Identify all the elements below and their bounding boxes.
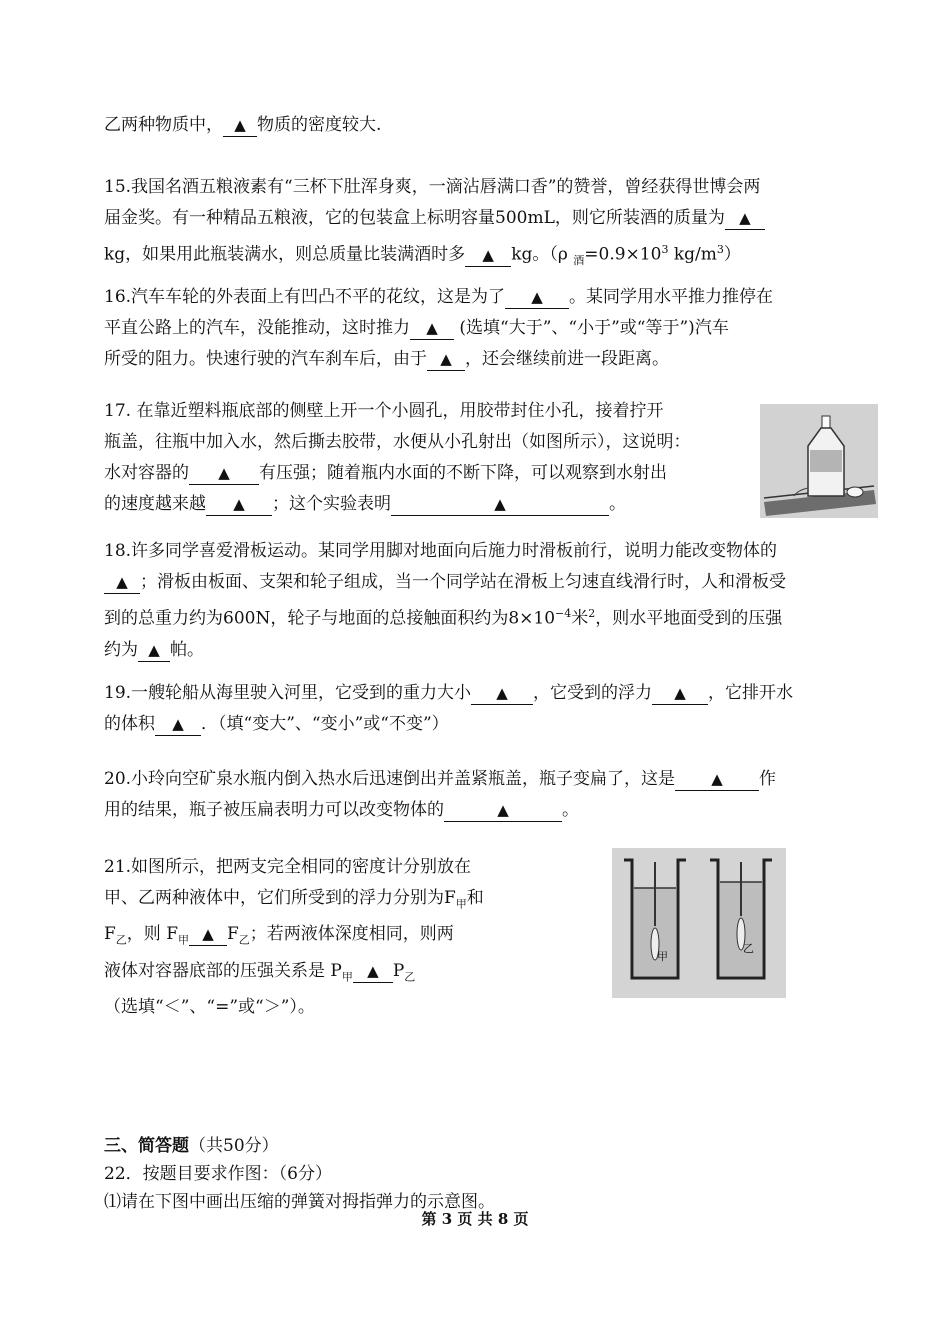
answer-blank[interactable]: ▲	[505, 286, 569, 309]
answer-blank[interactable]: ▲	[104, 571, 140, 594]
question-20: 20.小玲向空矿泉水瓶内倒入热水后迅速倒出并盖紧瓶盖，瓶子变扁了，这是 ▲ 作 用的结果，瓶子被压扁表明力可以改变物体的 ▲ 。	[104, 769, 777, 820]
question-17: 17. 在靠近塑料瓶底部的侧壁上开一个小圆孔，用胶带封住小孔，接着拧开 瓶盖，往瓶中加入水，然后撕去胶带，水便从小孔射出（如图所示），这说明： 水对容器的 ▲ 有压强；随着瓶内水面的不断下降，可以观察到水射出 的速度越来越 ▲ ；这个实验表明 ▲ 。	[104, 401, 691, 514]
bottle-illustration	[760, 404, 878, 518]
page-footer: 第 3 页 共 8 页	[421, 1210, 529, 1228]
hydrometer-illustration	[612, 848, 786, 998]
answer-blank[interactable]: ▲	[465, 244, 511, 267]
answer-blank[interactable]: ▲	[675, 768, 759, 791]
section-3: 三、简答题（共50分） 22．按题目要求作图：（6分） ⑴请在下图中画出压缩的弹簧对拇指弹力的示意图。	[104, 1132, 846, 1216]
svg-text:乙: 乙	[743, 942, 754, 955]
svg-text:甲: 甲	[657, 950, 668, 963]
question-16: 16.汽车车轮的外表面上有凹凸不平的花纹，这是为了 ▲ 。某同学用水平推力推停在 平直公路上的汽车，没能推动，这时推力 ▲ (选填“大于”、“小于”或“等于”)汽车 所受的阻力。快速行驶的汽车刹车后，由于 ▲ ，还会继续前进一段距离。	[104, 287, 774, 369]
answer-blank[interactable]: ▲	[206, 493, 272, 516]
answer-blank[interactable]: ▲	[652, 682, 708, 705]
answer-blank[interactable]: ▲	[444, 799, 562, 822]
answer-blank[interactable]: ▲	[353, 960, 393, 983]
section-title: 三、简答题	[104, 1136, 189, 1156]
question-18: 18.许多同学喜爱滑板运动。某同学用脚对地面向后施力时滑板前行，说明力能改变物体的 ▲ ；滑板由板面、支架和轮子组成，当一个同学站在滑板上匀速直线滑行时，人和滑板受 到的总重力约为600N，轮子与地面的总接触面积约为$8\times 10^{-4}$米$^2$，则水平地面受到的压强 约为 ▲ 帕。	[104, 541, 786, 660]
answer-blank[interactable]: ▲	[138, 639, 170, 662]
answer-blank[interactable]: ▲	[427, 348, 465, 371]
hydrometer-figure	[612, 848, 786, 998]
answer-blank[interactable]: ▲	[410, 317, 454, 340]
answer-blank[interactable]: ▲	[223, 114, 257, 137]
answer-blank[interactable]: ▲	[189, 462, 259, 485]
answer-blank[interactable]: ▲	[155, 713, 201, 736]
answer-blank[interactable]: ▲	[725, 207, 765, 230]
answer-blank[interactable]: ▲	[189, 923, 227, 946]
question-15: 15.我国名酒五粮液素有“三杯下肚浑身爽，一滴沾唇满口香”的赞誉，曾经获得世博会两 届金奖。有一种精品五粮液，它的包装盒上标明容量500mL，则它所装酒的质量为 ▲ kg，如果用此瓶装满水，则总质量比装满酒时多 ▲ kg。（ρ $_酒=0.9\times 10^3$ $kg/m^3$）	[104, 172, 846, 276]
answer-blank[interactable]: ▲	[471, 682, 533, 705]
question-22-1: ⑴请在下图中画出压缩的弹簧对拇指弹力的示意图。	[104, 1192, 495, 1212]
bottle-figure	[760, 404, 878, 518]
question-21: 21.如图所示，把两支完全相同的密度计分别放在 甲、乙两种液体中，它们所受到的浮力分别为$F_甲$和 $F_乙$，则 $F_甲$ ▲ $F_乙$；若两液体深度相同，则两 液体对容器底部的压强关系是 $P_甲$ ▲ $P_乙$ （选填“＜”、“=”或“＞”）。	[104, 857, 484, 1018]
question-19: 19.一艘轮船从海里驶入河里，它受到的重力大小 ▲ ，它受到的浮力 ▲ ，它排开水 的体积 ▲ ．（填“变大”、“变小”或“不变”）	[104, 683, 794, 734]
q14-tail: 乙两种物质中， ▲ 物质的密度较大.	[104, 115, 382, 135]
question-22: 22．按题目要求作图：（6分）	[104, 1164, 332, 1184]
answer-blank[interactable]: ▲	[391, 493, 609, 516]
